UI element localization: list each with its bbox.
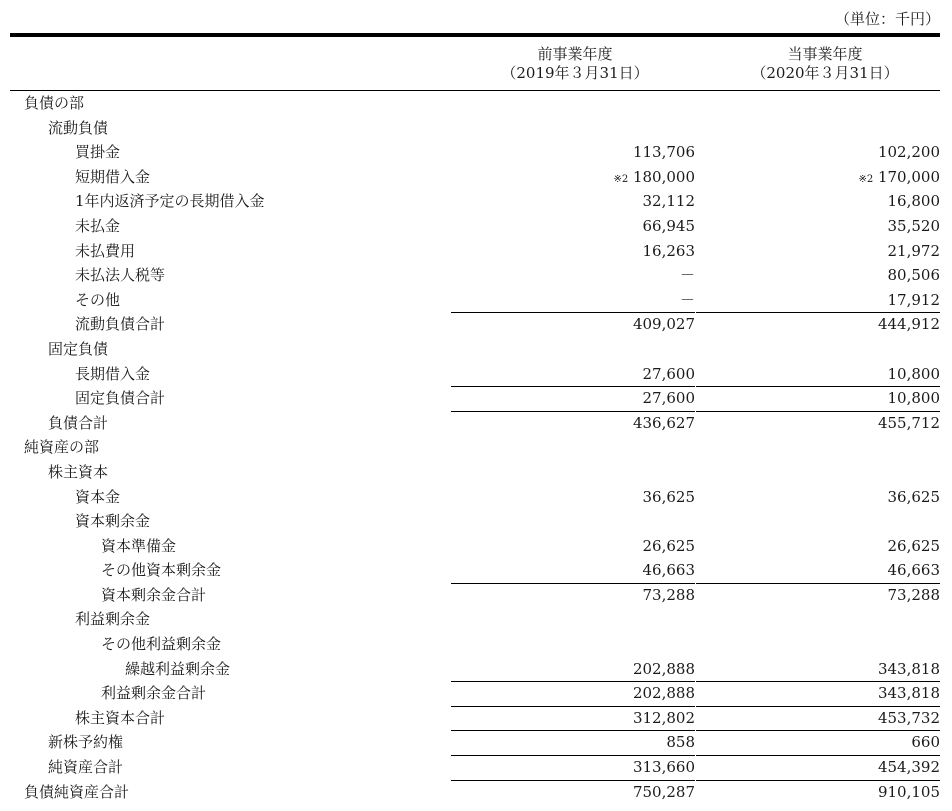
table-row xyxy=(0,362,952,387)
amount: 202,888 xyxy=(632,684,695,703)
table-row xyxy=(0,706,952,731)
amount: 10,800 xyxy=(887,364,940,383)
row-label: 未払費用 xyxy=(75,241,136,260)
row-label: 資本準備金 xyxy=(101,536,177,555)
row-label: 未払金 xyxy=(75,216,121,235)
table-row xyxy=(0,681,952,706)
value-prev xyxy=(455,140,695,165)
row-label: その他 xyxy=(75,290,121,309)
amount: 343,818 xyxy=(877,659,940,678)
amount: 73,288 xyxy=(887,585,940,604)
table-row xyxy=(0,337,952,362)
value-prev xyxy=(455,288,695,313)
amount: 180,000 xyxy=(632,167,695,186)
value-prev xyxy=(455,485,695,510)
column-header-prev xyxy=(455,45,695,83)
table-row xyxy=(0,165,952,190)
footnote-mark: ※2 xyxy=(613,173,629,185)
value-prev xyxy=(455,780,695,805)
table-row xyxy=(0,730,952,755)
value-curr xyxy=(700,780,940,805)
amount: 35,520 xyxy=(887,216,940,235)
unit-label: （単位：千円） xyxy=(834,10,940,28)
row-label: 短期借入金 xyxy=(75,167,151,186)
table-row xyxy=(0,239,952,264)
amount: 343,818 xyxy=(877,684,940,703)
amount: 46,663 xyxy=(642,561,695,580)
amount: 113,706 xyxy=(632,143,695,162)
amount: 27,600 xyxy=(642,389,695,408)
table-row xyxy=(0,91,952,116)
table-row xyxy=(0,312,952,337)
amount: 73,288 xyxy=(642,585,695,604)
value-prev xyxy=(455,583,695,608)
balance-sheet-table xyxy=(0,91,952,804)
value-curr xyxy=(700,411,940,436)
row-label: 資本金 xyxy=(75,487,121,506)
value-curr xyxy=(700,140,940,165)
amount: 16,263 xyxy=(642,241,695,260)
amount: 409,027 xyxy=(632,315,695,334)
amount: 454,392 xyxy=(877,758,940,777)
value-curr xyxy=(700,681,940,706)
row-label: 株主資本合計 xyxy=(75,708,166,727)
amount: 170,000 xyxy=(877,167,940,186)
value-prev xyxy=(455,681,695,706)
amount: 32,112 xyxy=(642,192,695,211)
table-row xyxy=(0,411,952,436)
value-prev xyxy=(455,411,695,436)
row-label: 固定負債合計 xyxy=(75,389,166,408)
value-curr xyxy=(700,706,940,731)
value-prev xyxy=(455,386,695,411)
value-prev xyxy=(455,263,695,288)
value-curr xyxy=(700,362,940,387)
amount: 102,200 xyxy=(877,143,940,162)
table-row xyxy=(0,534,952,559)
amount: 858 xyxy=(666,733,695,752)
row-label: 繰越利益剰余金 xyxy=(125,659,231,678)
value-prev xyxy=(455,239,695,264)
column-title-prev: 前事業年度 xyxy=(537,45,613,63)
row-label: 資本剰余金 xyxy=(75,512,151,531)
amount: 36,625 xyxy=(887,487,940,506)
amount: 202,888 xyxy=(632,659,695,678)
value-prev xyxy=(455,730,695,755)
amount: 66,945 xyxy=(642,216,695,235)
amount: 26,625 xyxy=(642,536,695,555)
amount: 436,627 xyxy=(632,413,695,432)
row-label: 資本剰余金合計 xyxy=(101,585,207,604)
table-row xyxy=(0,386,952,411)
value-curr xyxy=(700,312,940,337)
top-rule xyxy=(10,33,940,37)
amount: 313,660 xyxy=(632,758,695,777)
amount: 27,600 xyxy=(642,364,695,383)
amount: 16,800 xyxy=(887,192,940,211)
amount: 312,802 xyxy=(632,708,695,727)
amount: 46,663 xyxy=(887,561,940,580)
footnote-mark: ※2 xyxy=(858,173,874,185)
row-label: 負債純資産合計 xyxy=(24,782,130,801)
row-label: 負債合計 xyxy=(48,413,109,432)
row-label: 純資産合計 xyxy=(48,758,124,777)
table-row xyxy=(0,632,952,657)
row-label: 利益剰余金合計 xyxy=(101,684,207,703)
value-curr xyxy=(700,263,940,288)
table-row xyxy=(0,780,952,805)
value-curr xyxy=(700,755,940,780)
value-curr xyxy=(700,165,940,193)
value-prev xyxy=(455,706,695,731)
row-label: 新株予約権 xyxy=(48,733,124,752)
value-curr xyxy=(700,534,940,559)
column-title-curr: 当事業年度 xyxy=(787,45,863,63)
value-curr xyxy=(700,189,940,214)
table-row xyxy=(0,509,952,534)
table-row xyxy=(0,558,952,583)
row-label: その他利益剰余金 xyxy=(101,635,222,654)
row-label: 買掛金 xyxy=(75,143,121,162)
row-label: 負債の部 xyxy=(24,94,85,112)
amount: 750,287 xyxy=(632,782,695,801)
value-prev xyxy=(455,214,695,239)
table-row xyxy=(0,460,952,485)
amount: 444,912 xyxy=(877,315,940,334)
value-prev xyxy=(455,534,695,559)
column-header-curr xyxy=(705,45,945,83)
row-label: 未払法人税等 xyxy=(75,266,166,285)
value-prev xyxy=(455,558,695,583)
table-row xyxy=(0,116,952,141)
value-prev xyxy=(455,657,695,682)
amount: － xyxy=(679,266,695,285)
row-label: 純資産の部 xyxy=(24,438,100,457)
value-prev xyxy=(455,189,695,214)
amount: 36,625 xyxy=(642,487,695,506)
amount: 453,732 xyxy=(877,708,940,727)
row-label: 流動負債 xyxy=(48,118,109,137)
amount: 455,712 xyxy=(877,413,940,432)
value-curr xyxy=(700,386,940,411)
table-row xyxy=(0,263,952,288)
table-row xyxy=(0,288,952,313)
amount: 660 xyxy=(911,733,940,752)
table-row xyxy=(0,485,952,510)
table-row xyxy=(0,140,952,165)
value-curr xyxy=(700,485,940,510)
row-label: 1年内返済予定の長期借入金 xyxy=(75,192,265,211)
value-prev xyxy=(455,165,695,193)
table-row xyxy=(0,583,952,608)
value-curr xyxy=(700,214,940,239)
row-label: 長期借入金 xyxy=(75,364,151,383)
amount: 80,506 xyxy=(887,266,940,285)
value-curr xyxy=(700,657,940,682)
value-prev xyxy=(455,755,695,780)
table-row xyxy=(0,755,952,780)
amount: 17,912 xyxy=(887,290,940,309)
amount: 26,625 xyxy=(887,536,940,555)
value-curr xyxy=(700,583,940,608)
table-row xyxy=(0,214,952,239)
value-prev xyxy=(455,362,695,387)
row-label: 株主資本 xyxy=(48,462,109,481)
table-row xyxy=(0,435,952,460)
table-row xyxy=(0,657,952,682)
amount: － xyxy=(679,290,695,309)
table-row xyxy=(0,607,952,632)
value-prev xyxy=(455,312,695,337)
row-label: 利益剰余金 xyxy=(75,610,151,629)
amount: 910,105 xyxy=(877,782,940,801)
value-curr xyxy=(700,558,940,583)
row-label: 固定負債 xyxy=(48,339,109,358)
table-row xyxy=(0,189,952,214)
value-curr xyxy=(700,730,940,755)
amount: 10,800 xyxy=(887,389,940,408)
column-date-curr: （2020年３月31日） xyxy=(751,64,899,82)
amount: 21,972 xyxy=(887,241,940,260)
value-curr xyxy=(700,239,940,264)
value-curr xyxy=(700,288,940,313)
column-date-prev: （2019年３月31日） xyxy=(501,64,649,82)
row-label: その他資本剰余金 xyxy=(101,561,222,580)
row-label: 流動負債合計 xyxy=(75,315,166,334)
